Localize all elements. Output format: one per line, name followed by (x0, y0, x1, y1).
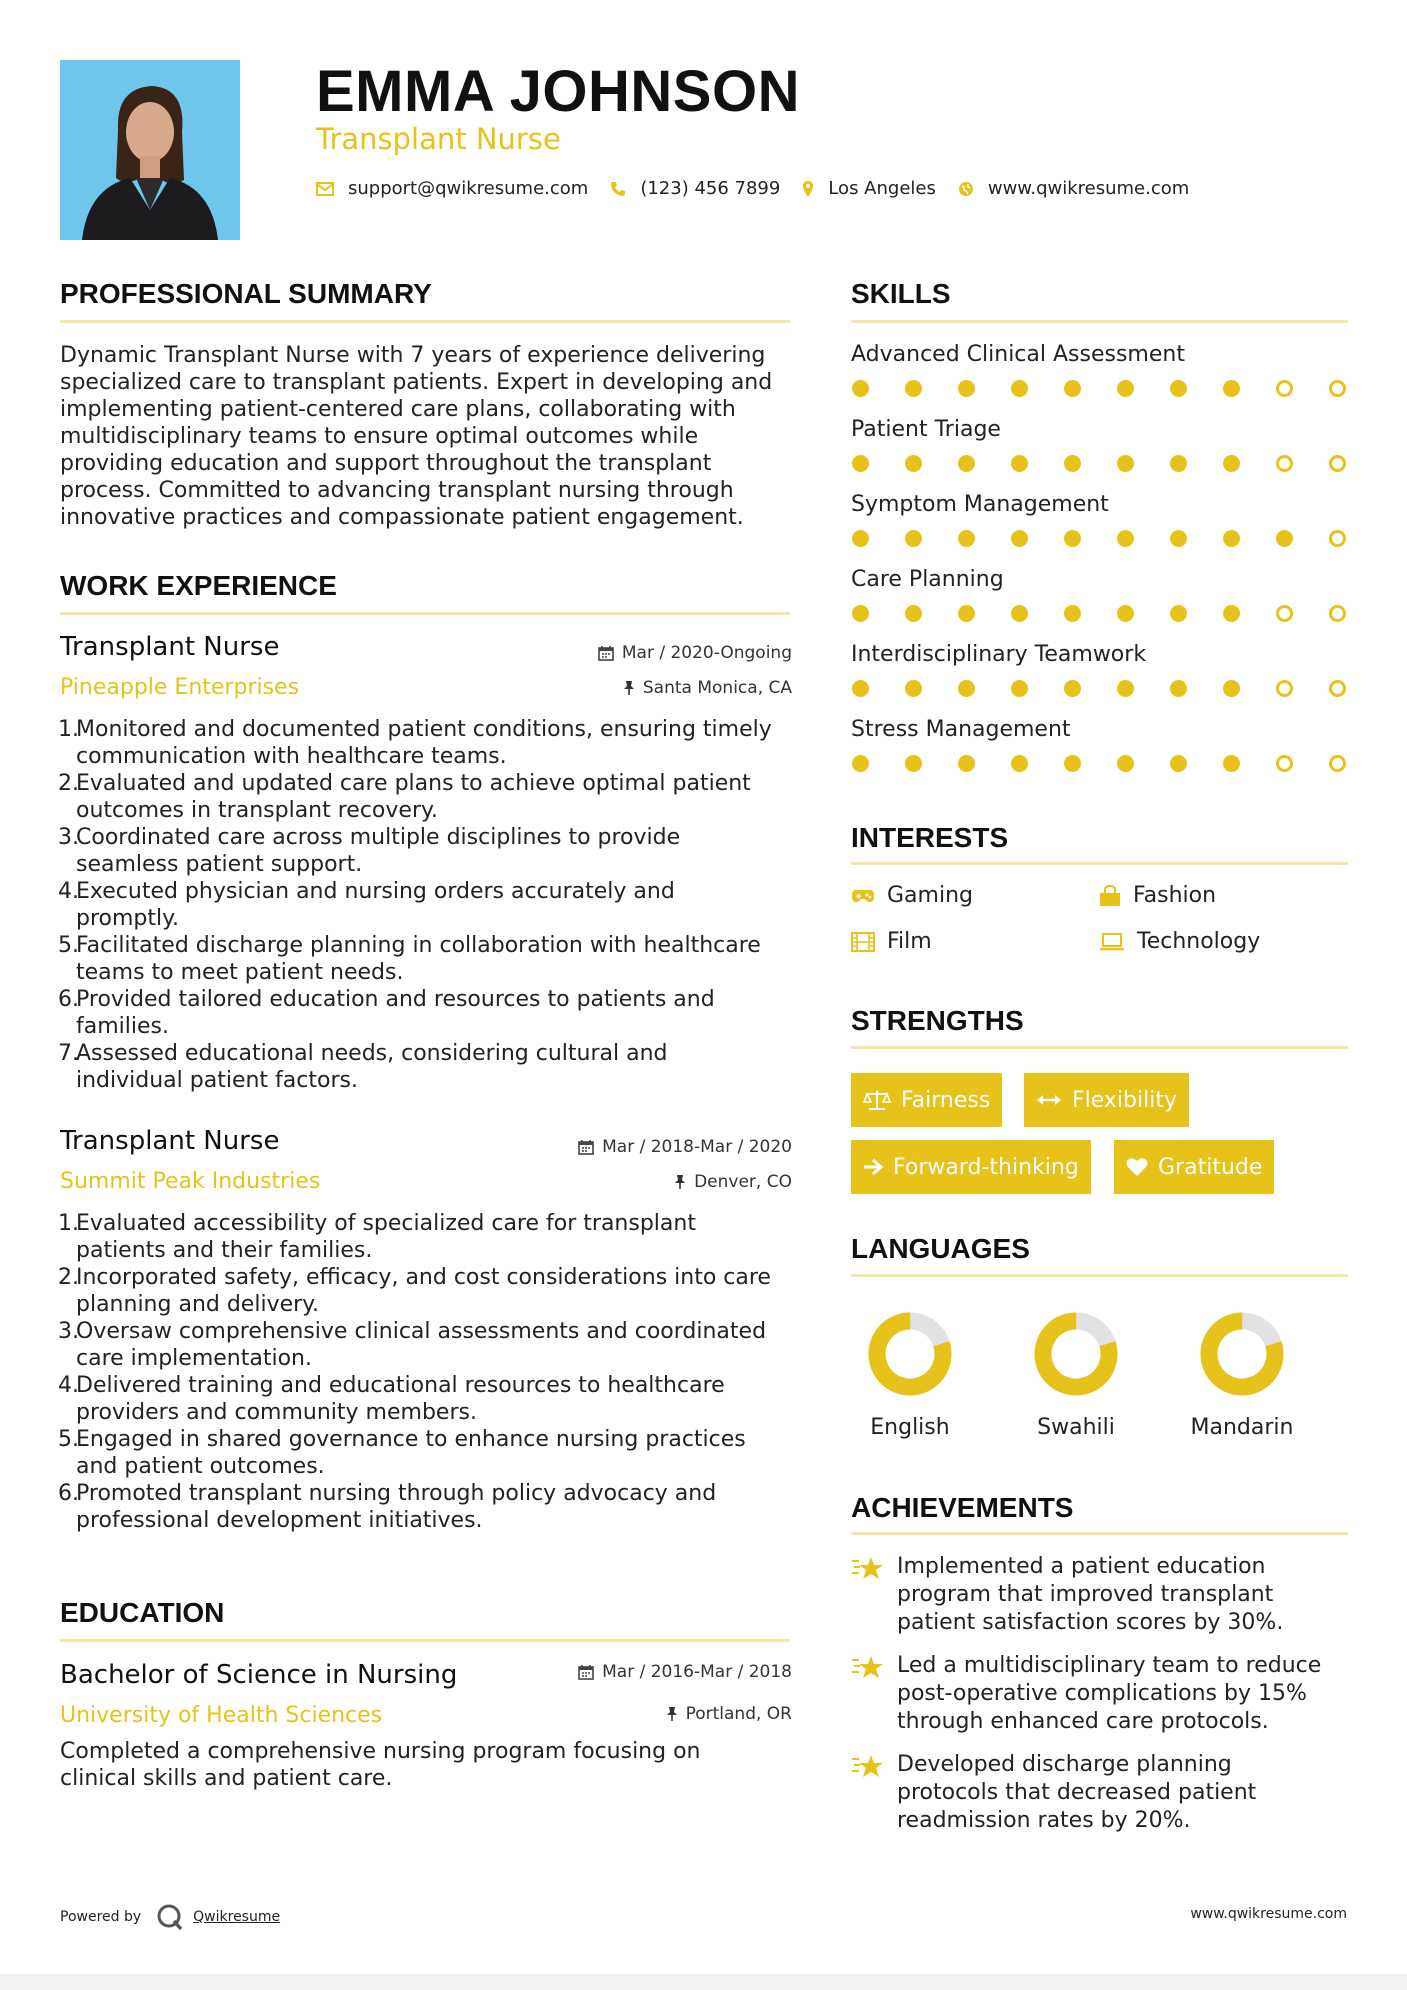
list-item-line: Provided tailored education and resources to patients and (76, 987, 715, 1012)
list-item-line: and patient outcomes. (76, 1454, 325, 1479)
rating-dot-filled (1011, 455, 1028, 472)
gamepad-icon (851, 888, 875, 904)
list-item-line: outcomes in transplant recovery. (76, 798, 438, 823)
language-label: Mandarin (1190, 1415, 1294, 1440)
school-name: University of Health Sciences (60, 1703, 383, 1728)
rating-dot-filled (1011, 380, 1028, 397)
experience-heading: WORK EXPERIENCE (60, 570, 337, 601)
achievement-line: through enhanced care protocols. (897, 1709, 1269, 1734)
list-item-line: Coordinated care across multiple disciplines to provide (76, 825, 681, 850)
rating-dot-filled (905, 455, 922, 472)
list-item-line: Oversaw comprehensive clinical assessments and coordinated (76, 1319, 767, 1344)
rating-dot-empty (1329, 380, 1346, 397)
contact-bar (316, 178, 1211, 199)
rating-dot-filled (1170, 680, 1187, 697)
rating-dot-filled (1170, 530, 1187, 547)
candidate-role: Transplant Nurse (316, 122, 561, 156)
rating-dot-filled (1064, 380, 1081, 397)
list-item-line: Facilitated discharge planning in collaboration with healthcare (76, 933, 761, 958)
interest-fashion (1099, 883, 1216, 908)
list-item-line: Promoted transplant nursing through policy advocacy and (76, 1481, 717, 1506)
achievement-line: post-operative complications by 15% (897, 1681, 1307, 1706)
education-heading: EDUCATION (60, 1597, 225, 1628)
degree-title: Bachelor of Science in Nursing (60, 1660, 458, 1690)
interest-label: Fashion (1133, 883, 1217, 908)
summary-text (60, 342, 800, 531)
strength-label: Fairness (901, 1087, 991, 1113)
footer-powered-by (60, 1902, 280, 1932)
language-label: English (870, 1415, 950, 1440)
rating-dot-filled (1117, 755, 1134, 772)
laptop-icon (1099, 933, 1125, 951)
list-item-line: care implementation. (76, 1346, 312, 1371)
contact-phone[interactable] (610, 178, 780, 199)
rating-dot-filled (852, 530, 869, 547)
rating-dot-empty (1329, 455, 1346, 472)
list-item-line: Engaged in shared governance to enhance nursing practices (76, 1427, 746, 1452)
rating-dot-filled (852, 605, 869, 622)
rating-dot-filled (1223, 755, 1240, 772)
achievements-heading: ACHIEVEMENTS (851, 1492, 1074, 1523)
list-item-line: promptly. (76, 906, 179, 931)
skill-name: Care Planning (851, 567, 1004, 592)
summary-line: Dynamic Transplant Nurse with 7 years of experience delivering (60, 343, 766, 368)
rating-dot-filled (905, 605, 922, 622)
strength-badge (851, 1073, 1002, 1127)
education-dates-text: Mar / 2016-Mar / 2018 (602, 1662, 792, 1682)
job-location-text: Santa Monica, CA (642, 678, 792, 698)
skill-name: Symptom Management (851, 492, 1109, 517)
calendar-icon (598, 645, 614, 661)
candidate-name: EMMA JOHNSON (316, 59, 800, 124)
rating-dot-filled (905, 380, 922, 397)
skill-name: Advanced Clinical Assessment (851, 342, 1185, 367)
envelope-icon (316, 182, 334, 196)
rating-dot-filled (1117, 380, 1134, 397)
job-dates (480, 1137, 792, 1157)
skills-heading: SKILLS (851, 278, 951, 309)
job-dates-text: Mar / 2020-Ongoing (621, 643, 792, 663)
rating-dot-filled (958, 680, 975, 697)
film-icon (851, 932, 875, 952)
job-title: Transplant Nurse (60, 1126, 280, 1156)
list-item: 2. Incorporated safety, efficacy, and cost considerations into care planning and delivery. (58, 1265, 771, 1317)
company-name: Pineapple Enterprises (60, 675, 300, 700)
rating-dot-filled (958, 380, 975, 397)
powered-by-text: Powered by (60, 1909, 142, 1925)
interest-label: Technology (1137, 929, 1261, 954)
rating-dot-filled (1117, 680, 1134, 697)
skill-rating (852, 380, 1382, 397)
summary-line: providing education and support throughout the transplant (60, 451, 712, 476)
list-item-line: planning and delivery. (76, 1292, 320, 1317)
rating-dot-filled (1223, 455, 1240, 472)
rating-dot-empty (1276, 605, 1293, 622)
list-item-line: professional development initiatives. (76, 1508, 483, 1533)
summary-line: innovative practices and compassionate patient engagement. (60, 505, 744, 530)
list-item: 1. Monitored and documented patient conditions, ensuring timely communication with healthcare teams. (58, 717, 772, 769)
interest-gaming (851, 883, 973, 908)
skill-rating (852, 455, 1382, 472)
globe-icon (958, 181, 974, 197)
list-item: 6. Promoted transplant nursing through policy advocacy and professional development initiatives. (58, 1481, 717, 1533)
phone-icon (610, 181, 626, 197)
language-label: Swahili (1037, 1415, 1115, 1440)
qwikresume-logo-icon (155, 1902, 185, 1932)
job-dates (480, 643, 792, 663)
rating-dot-filled (1170, 755, 1187, 772)
education-location (480, 1704, 792, 1724)
rating-dot-filled (1011, 530, 1028, 547)
interest-label: Film (887, 929, 932, 954)
list-item-line: individual patient factors. (76, 1068, 358, 1093)
list-item: 5. Facilitated discharge planning in collaboration with healthcare teams to meet patient needs. (58, 933, 761, 985)
rating-dot-empty (1276, 755, 1293, 772)
job-dates-text: Mar / 2018-Mar / 2020 (602, 1137, 792, 1157)
interests-heading: INTERESTS (851, 822, 1009, 853)
rating-dot-empty (1329, 605, 1346, 622)
website-text: www.qwikresume.com (987, 178, 1190, 199)
phone-text: (123) 456 7899 (640, 178, 781, 199)
achievement-line: patient satisfaction scores by 30%. (897, 1610, 1284, 1635)
list-item-line: Monitored and documented patient conditions, ensuring timely (76, 717, 772, 742)
balance-scale-icon (863, 1089, 891, 1111)
education-description (60, 1738, 800, 1792)
achievements-divider (851, 1532, 1348, 1535)
footer-website[interactable]: www.qwikresume.com (1190, 1906, 1347, 1922)
strength-label: Forward-thinking (893, 1154, 1079, 1180)
bottom-strip (0, 1974, 1407, 1990)
education-location-text: Portland, OR (685, 1704, 792, 1724)
list-item-line: communication with healthcare teams. (76, 744, 507, 769)
rating-dot-filled (958, 530, 975, 547)
strengths-heading: STRENGTHS (851, 1005, 1024, 1036)
strength-badge (1024, 1073, 1189, 1127)
map-pin-icon (802, 180, 814, 198)
summary-heading: PROFESSIONAL SUMMARY (60, 278, 432, 309)
heart-icon (1126, 1157, 1148, 1177)
interest-label: Gaming (887, 883, 973, 908)
arrows-horizontal-icon (1036, 1093, 1062, 1107)
strength-badge (851, 1140, 1091, 1194)
list-item-line: Incorporated safety, efficacy, and cost considerations into care (76, 1265, 771, 1290)
languages-divider (851, 1274, 1348, 1277)
calendar-icon (578, 1664, 594, 1680)
rating-dot-filled (1170, 605, 1187, 622)
summary-line: specialized care to transplant patients. Expert in developing and (60, 370, 773, 395)
location-text: Los Angeles (828, 178, 936, 199)
email-text: support@qwikresume.com (348, 178, 589, 199)
achievement-item (851, 1652, 1321, 1736)
rating-dot-filled (852, 455, 869, 472)
achievement-line: Led a multidisciplinary team to reduce (897, 1653, 1322, 1678)
rating-dot-filled (1223, 530, 1240, 547)
strength-badge (1114, 1140, 1274, 1194)
skill-rating (852, 755, 1382, 772)
job-location-text: Denver, CO (694, 1172, 792, 1192)
achievement-item (851, 1751, 1256, 1835)
rating-dot-filled (1223, 380, 1240, 397)
rating-dot-filled (1170, 455, 1187, 472)
star-icon (851, 1654, 885, 1682)
rating-dot-filled (852, 755, 869, 772)
achievement-line: protocols that decreased patient (897, 1780, 1257, 1805)
skill-rating (852, 680, 1382, 697)
language-donut (1031, 1309, 1121, 1399)
list-item-line: teams to meet patient needs. (76, 960, 404, 985)
rating-dot-filled (905, 530, 922, 547)
education-dates (480, 1662, 792, 1682)
star-icon (851, 1753, 885, 1781)
skill-name: Interdisciplinary Teamwork (851, 642, 1147, 667)
list-item: 2. Evaluated and updated care plans to achieve optimal patient outcomes in transplant recovery. (58, 771, 751, 823)
interest-film (851, 929, 932, 954)
rating-dot-filled (1117, 605, 1134, 622)
strengths-divider (851, 1046, 1348, 1049)
person-portrait-icon (60, 60, 240, 240)
pushpin-icon (623, 680, 635, 696)
profile-photo (60, 60, 240, 240)
achievement-line: Implemented a patient education (897, 1554, 1266, 1579)
company-name: Summit Peak Industries (60, 1169, 321, 1194)
skills-divider (851, 320, 1348, 323)
summary-line: process. Committed to advancing transplant nursing through (60, 478, 734, 503)
list-item-line: families. (76, 1014, 169, 1039)
interest-technology (1099, 929, 1260, 954)
job-location (480, 1172, 792, 1192)
list-item: 4. Executed physician and nursing orders accurately and promptly. (58, 879, 675, 931)
star-icon (851, 1555, 885, 1583)
list-item-line: providers and community members. (76, 1400, 477, 1425)
rating-dot-filled (852, 380, 869, 397)
rating-dot-filled (1064, 755, 1081, 772)
language-donut (1197, 1309, 1287, 1399)
skill-name: Patient Triage (851, 417, 1001, 442)
list-item-line: seamless patient support. (76, 852, 363, 877)
rating-dot-filled (1117, 530, 1134, 547)
education-line: clinical skills and patient care. (60, 1766, 393, 1791)
rating-dot-filled (1064, 680, 1081, 697)
strength-label: Flexibility (1072, 1087, 1177, 1113)
list-item: 3. Coordinated care across multiple disciplines to provide seamless patient support. (58, 825, 681, 877)
rating-dot-filled (1117, 455, 1134, 472)
rating-dot-filled (905, 755, 922, 772)
list-item: 3. Oversaw comprehensive clinical assessments and coordinated care implementation. (58, 1319, 767, 1371)
arrow-right-icon (863, 1158, 883, 1176)
skill-rating (852, 605, 1382, 622)
education-line: Completed a comprehensive nursing program focusing on (60, 1739, 701, 1764)
bag-icon (1099, 885, 1121, 907)
rating-dot-filled (1064, 455, 1081, 472)
rating-dot-filled (1276, 530, 1293, 547)
list-item-line: Delivered training and educational resources to healthcare (76, 1373, 725, 1398)
contact-email[interactable] (316, 178, 588, 199)
list-item-line: Evaluated accessibility of specialized care for transplant (76, 1211, 696, 1236)
list-item-line: Assessed educational needs, considering cultural and (76, 1041, 668, 1066)
rating-dot-filled (852, 680, 869, 697)
contact-website[interactable] (958, 178, 1189, 199)
rating-dot-empty (1329, 755, 1346, 772)
rating-dot-filled (1011, 755, 1028, 772)
strength-label: Gratitude (1158, 1154, 1263, 1180)
rating-dot-filled (1223, 605, 1240, 622)
list-item-line: patients and their families. (76, 1238, 373, 1263)
list-item: 5. Engaged in shared governance to enhance nursing practices and patient outcomes. (58, 1427, 746, 1479)
rating-dot-filled (1223, 680, 1240, 697)
achievement-line: Developed discharge planning (897, 1752, 1232, 1777)
skill-name: Stress Management (851, 717, 1071, 742)
rating-dot-empty (1276, 455, 1293, 472)
rating-dot-empty (1276, 380, 1293, 397)
rating-dot-filled (1011, 605, 1028, 622)
rating-dot-filled (1064, 605, 1081, 622)
summary-line: implementing patient-centered care plans, collaborating with (60, 397, 736, 422)
languages-heading: LANGUAGES (851, 1233, 1030, 1264)
pushpin-icon (674, 1174, 686, 1190)
list-item-line: Evaluated and updated care plans to achieve optimal patient (76, 771, 751, 796)
rating-dot-filled (1170, 380, 1187, 397)
pushpin-icon (666, 1706, 678, 1722)
contact-location (802, 178, 936, 199)
brand-link[interactable]: Qwikresume (193, 1909, 281, 1925)
rating-dot-filled (958, 605, 975, 622)
experience-divider (60, 612, 790, 615)
summary-line: multidisciplinary teams to ensure optimal outcomes while (60, 424, 699, 449)
job-location (480, 678, 792, 698)
achievement-line: program that improved transplant (897, 1582, 1274, 1607)
job-title: Transplant Nurse (60, 632, 280, 662)
rating-dot-filled (1011, 680, 1028, 697)
rating-dot-empty (1329, 680, 1346, 697)
calendar-icon (578, 1139, 594, 1155)
summary-divider (60, 320, 790, 323)
list-item: 1. Evaluated accessibility of specialized care for transplant patients and their families. (58, 1211, 696, 1263)
interests-divider (851, 862, 1348, 865)
list-item-line: Executed physician and nursing orders accurately and (76, 879, 675, 904)
rating-dot-empty (1276, 680, 1293, 697)
rating-dot-filled (905, 680, 922, 697)
rating-dot-filled (1064, 530, 1081, 547)
achievement-line: readmission rates by 20%. (897, 1808, 1191, 1833)
job-duties (58, 1210, 798, 1534)
list-item: 7. Assessed educational needs, considering cultural and individual patient factors. (58, 1041, 668, 1093)
job-duties (58, 716, 798, 1094)
skill-rating (852, 530, 1382, 547)
rating-dot-filled (958, 455, 975, 472)
list-item: 6. Provided tailored education and resources to patients and families. (58, 987, 715, 1039)
achievement-item (851, 1553, 1283, 1637)
rating-dot-filled (958, 755, 975, 772)
education-divider (60, 1639, 790, 1642)
list-item: 4. Delivered training and educational resources to healthcare providers and community members. (58, 1373, 725, 1425)
rating-dot-empty (1329, 530, 1346, 547)
language-donut (865, 1309, 955, 1399)
